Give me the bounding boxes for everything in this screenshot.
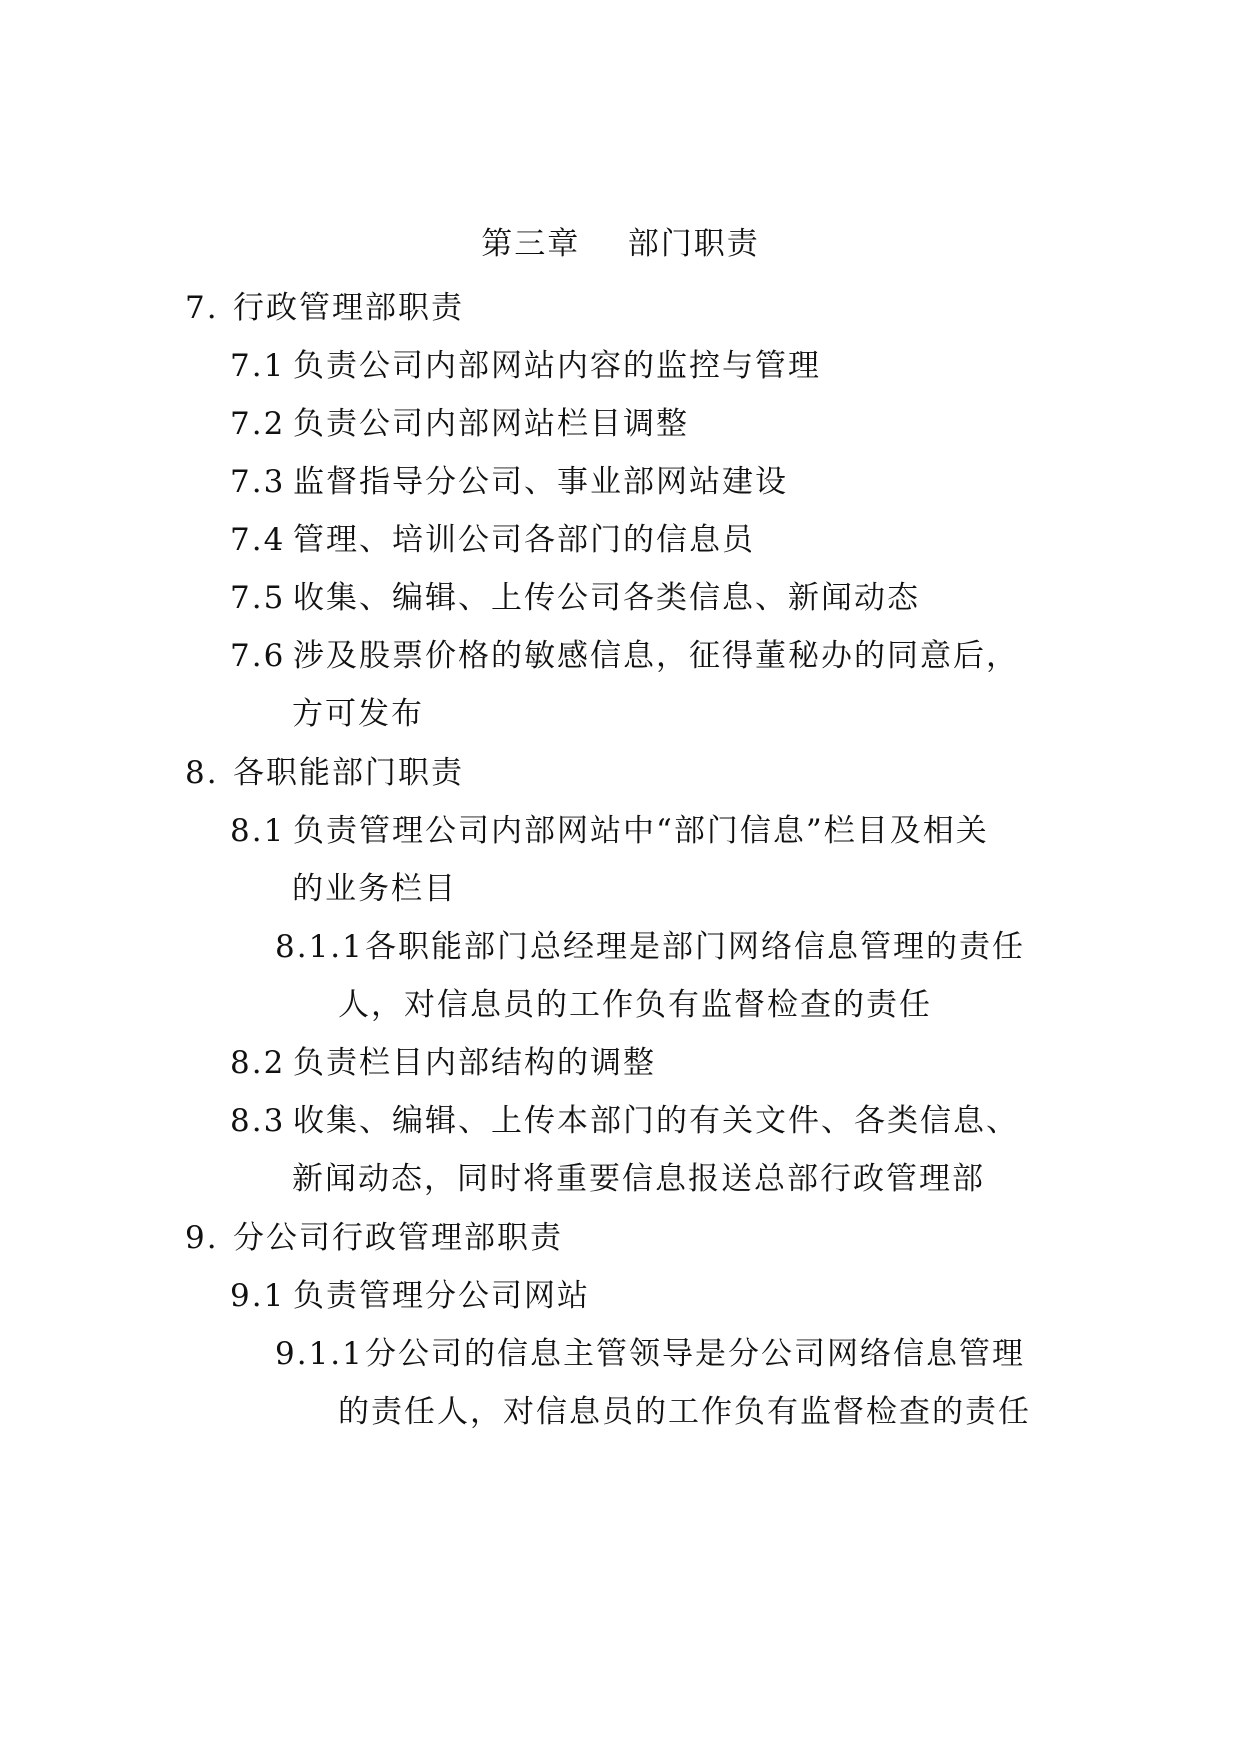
item-7-2 [230, 402, 689, 446]
item-number: 9.1 [230, 1278, 286, 1314]
item-text: 各职能部门总经理是部门网络信息管理的责任 [365, 929, 1025, 965]
item-text: 负责管理公司内部网站中“部门信息”栏目及相关 [293, 813, 989, 849]
section-number: 7. [185, 290, 219, 326]
item-number: 8.3 [230, 1103, 286, 1139]
item-text: 监督指导分公司、事业部网站建设 [293, 464, 788, 500]
item-text: 涉及股票价格的敏感信息，征得董秘办的同意后， [293, 638, 1019, 674]
item-7-3 [230, 460, 788, 504]
item-text: 收集、编辑、上传公司各类信息、新闻动态 [293, 580, 920, 616]
item-number: 8.2 [230, 1045, 286, 1081]
item-text: 负责公司内部网站栏目调整 [293, 406, 689, 442]
item-7-1 [230, 344, 821, 388]
section-8-heading [185, 751, 464, 795]
item-text: 管理、培训公司各部门的信息员 [293, 522, 755, 558]
section-text: 各职能部门职责 [233, 755, 464, 791]
chapter-title: 第三章 部门职责 [481, 226, 760, 262]
item-9-1 [230, 1274, 590, 1318]
item-7-5 [230, 576, 920, 620]
item-9-1-1-continuation: 的责任人，对信息员的工作负有监督检查的责任 [338, 1394, 1031, 1430]
item-number: 7.5 [230, 580, 286, 616]
item-text: 负责公司内部网站内容的监控与管理 [293, 348, 821, 384]
section-text: 行政管理部职责 [233, 290, 464, 326]
item-7-4 [230, 518, 755, 562]
item-text: 负责栏目内部结构的调整 [293, 1045, 656, 1081]
item-8-1 [230, 809, 989, 853]
item-number: 8.1.1 [275, 929, 364, 965]
section-9-heading [185, 1216, 563, 1260]
item-number: 8.1 [230, 813, 286, 849]
item-8-1-1 [275, 925, 1025, 969]
item-text: 分公司的信息主管领导是分公司网络信息管理 [365, 1336, 1025, 1372]
item-9-1-1 [275, 1332, 1025, 1376]
item-8-1-1-continuation: 人，对信息员的工作负有监督检查的责任 [338, 987, 932, 1023]
item-8-3-continuation: 新闻动态，同时将重要信息报送总部行政管理部 [292, 1161, 985, 1197]
item-number: 7.4 [230, 522, 286, 558]
section-7-heading [185, 286, 464, 330]
section-number: 8. [185, 755, 219, 791]
section-number: 9. [185, 1220, 219, 1256]
item-8-3 [230, 1099, 1019, 1143]
item-7-6 [230, 634, 1019, 678]
item-number: 7.2 [230, 406, 286, 442]
item-number: 7.3 [230, 464, 286, 500]
item-number: 9.1.1 [275, 1336, 364, 1372]
item-number: 7.6 [230, 638, 286, 674]
item-text: 收集、编辑、上传本部门的有关文件、各类信息、 [293, 1103, 1019, 1139]
section-text: 分公司行政管理部职责 [233, 1220, 563, 1256]
item-8-1-continuation: 的业务栏目 [292, 871, 457, 907]
item-8-2 [230, 1041, 656, 1085]
item-text: 负责管理分公司网站 [293, 1278, 590, 1314]
item-7-6-continuation: 方可发布 [292, 696, 424, 732]
item-number: 7.1 [230, 348, 286, 384]
